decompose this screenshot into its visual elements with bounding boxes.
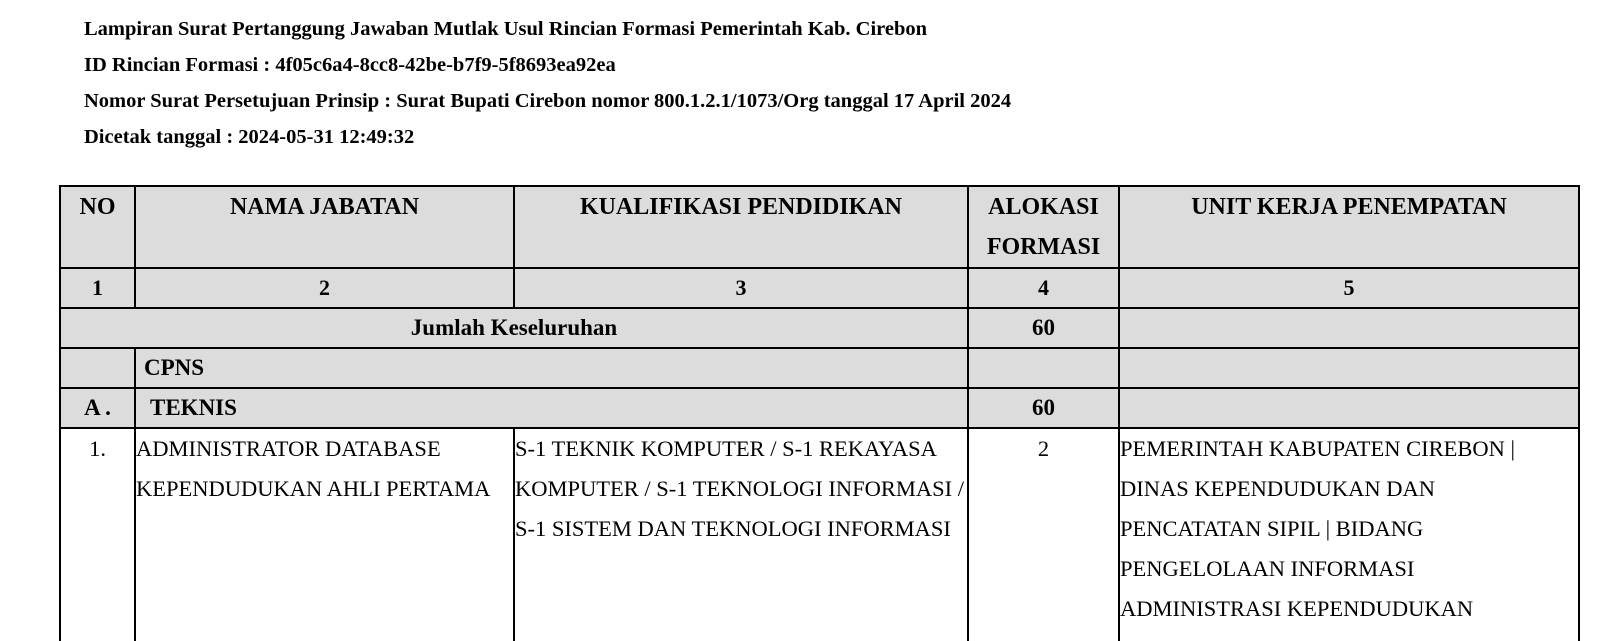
- formasi-table: [59, 185, 1580, 641]
- group-row: [60, 348, 1579, 388]
- row-alokasi: 2: [968, 428, 1119, 641]
- section-code: A .: [60, 388, 135, 428]
- total-row: [60, 308, 1579, 348]
- column-number: 1: [60, 268, 135, 308]
- column-header-alokasi-line2: FORMASI: [986, 234, 1101, 260]
- column-number: 2: [135, 268, 514, 308]
- section-label: TEKNIS: [135, 388, 968, 428]
- column-number-row: [60, 268, 1579, 308]
- row-kualifikasi: S-1 TEKNIK KOMPUTER / S-1 REKAYASA KOMPUTER / S-1 TEKNOLOGI INFORMASI / S-1 SISTEM DAN TEKNOLOGI INFORMASI: [514, 428, 968, 641]
- document-title: Lampiran Surat Pertanggung Jawaban Mutlak Usul Rincian Formasi Pemerintah Kab. Cirebon: [84, 18, 928, 40]
- total-value: 60: [968, 308, 1119, 348]
- column-header-nama-jabatan: NAMA JABATAN: [135, 186, 514, 268]
- column-number: 5: [1119, 268, 1579, 308]
- total-unit-empty: [1119, 308, 1579, 348]
- column-number: 3: [514, 268, 968, 308]
- group-label: CPNS: [135, 348, 968, 388]
- document-header: [84, 14, 1011, 158]
- row-unit-kerja: PEMERINTAH KABUPATEN CIREBON | DINAS KEPENDUDUKAN DAN PENCATATAN SIPIL | BIDANG PENGELOLAAN INFORMASI ADMINISTRASI KEPENDUDUKAN: [1119, 428, 1579, 641]
- group-unit-empty: [1119, 348, 1579, 388]
- formasi-id-line: ID Rincian Formasi : 4f05c6a4-8cc8-42be-b7f9-5f8693ea92ea: [84, 54, 616, 76]
- table-header-row: [60, 186, 1579, 268]
- total-label: Jumlah Keseluruhan: [60, 308, 968, 348]
- column-header-kualifikasi: KUALIFIKASI PENDIDIKAN: [514, 186, 968, 268]
- group-no-empty: [60, 348, 135, 388]
- section-row: [60, 388, 1579, 428]
- row-nama-jabatan: ADMINISTRATOR DATABASE KEPENDUDUKAN AHLI PERTAMA: [135, 428, 514, 641]
- section-unit-empty: [1119, 388, 1579, 428]
- nomor-surat-line: Nomor Surat Persetujuan Prinsip : Surat Bupati Cirebon nomor 800.1.2.1/1073/Org tanggal 17 April 2024: [84, 90, 1012, 112]
- column-header-no: NO: [60, 186, 135, 268]
- column-header-alokasi-line1: ALOKASI: [988, 194, 1099, 220]
- row-no: 1.: [60, 428, 135, 641]
- group-alokasi-empty: [968, 348, 1119, 388]
- column-number: 4: [968, 268, 1119, 308]
- print-date-line: Dicetak tanggal : 2024-05-31 12:49:32: [84, 126, 415, 148]
- column-header-alokasi: [968, 186, 1119, 268]
- table-row: [60, 428, 1579, 641]
- column-header-unit-kerja: UNIT KERJA PENEMPATAN: [1119, 186, 1579, 268]
- section-value: 60: [968, 388, 1119, 428]
